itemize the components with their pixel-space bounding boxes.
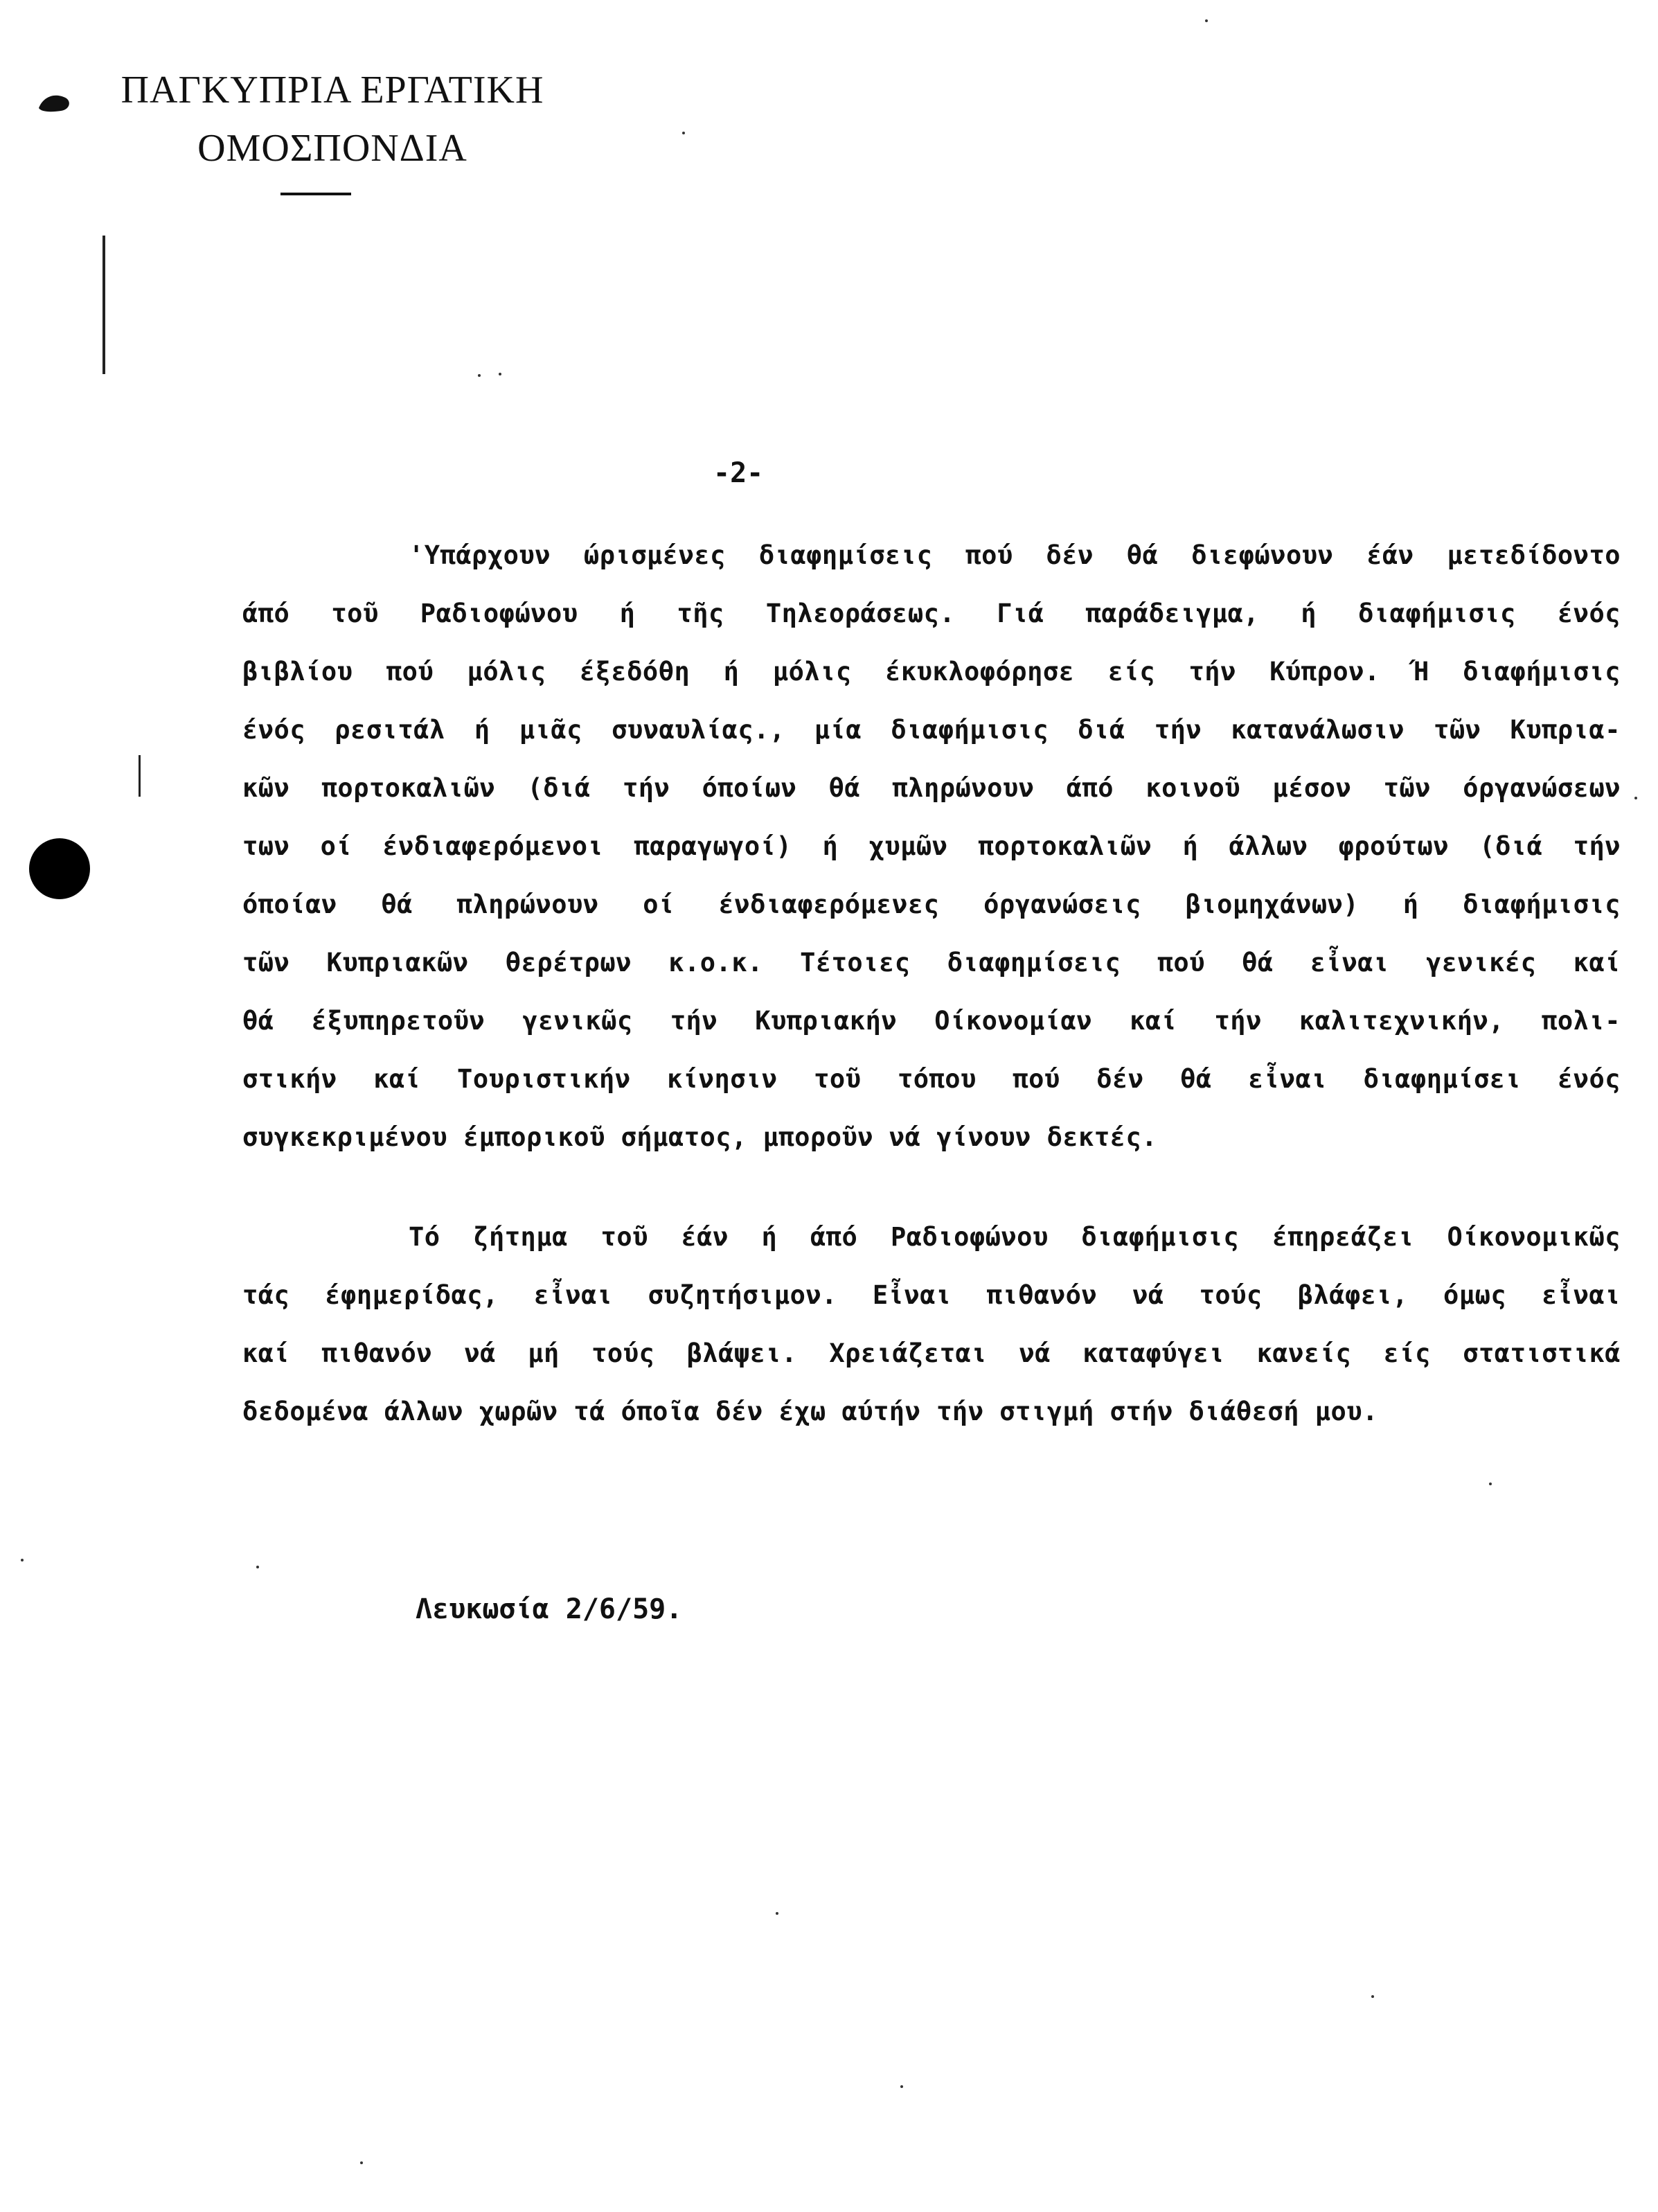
paragraph-2 [242, 1208, 1628, 1441]
text-line: καί πιθανόν νά μή τούς βλάψει. Χρειάζεται νά καταφύγει κανείς είς στατιστικά [242, 1338, 1621, 1368]
scan-speck [21, 1559, 24, 1561]
scan-speck [1371, 1995, 1374, 1998]
letterhead [83, 61, 582, 177]
paragraph-1 [242, 527, 1628, 1167]
text-line: συγκεκριμένου έμπορικοῦ σήματος, μποροῦν νά γίνουν δεκτές. [242, 1122, 1158, 1152]
text-line: δεδομένα άλλων χωρῶν τά όποῖα δέν έχω αύτήν τήν στιγμή στήν διάθεσή μου. [242, 1397, 1378, 1426]
text-line: τῶν Κυπριακῶν θερέτρων κ.ο.κ. Τέτοιες διαφημίσεις πού θά εἶναι γενικές καί [242, 948, 1621, 977]
date-line: Λευκωσία 2/6/59. [416, 1593, 683, 1625]
letterhead-line-1: ΠΑΓΚΥΠΡΙΑ ΕΡΓΑΤΙΚΗ [121, 69, 544, 112]
text-line: άπό τοῦ Ραδιοφώνου ή τῆς Τηλεοράσεως. Γιά παράδειγμα, ή διαφήμισις ένός [242, 599, 1621, 628]
scan-speck [776, 1912, 778, 1915]
scan-speck [1205, 19, 1208, 22]
text-line: θά έξυπηρετοῦν γενικῶς τήν Κυπριακήν Οίκονομίαν καί τήν καλιτεχνικήν, πολι- [242, 1006, 1621, 1036]
text-line: Τό ζήτημα τοῦ έάν ή άπό Ραδιοφώνου διαφήμισις έπηρεάζει Οίκονομικῶς [409, 1222, 1621, 1252]
ink-blot [36, 90, 75, 114]
text-line: ένός ρεσιτάλ ή μιᾶς συναυλίας., μία διαφήμισις διά τήν κατανάλωσιν τῶν Κυπρια- [242, 715, 1621, 745]
page-number: -2- [713, 457, 764, 489]
letterhead-line-2: ΟΜΟΣΠΟΝΔΙΑ [197, 127, 467, 170]
paragraph-gap [242, 1167, 1628, 1208]
letterhead-rule [280, 193, 351, 195]
punch-hole [29, 838, 90, 899]
text-line: των οί ένδιαφερόμενοι παραγωγοί) ή χυμῶν πορτοκαλιῶν ή άλλων φρούτων (διά τήν [242, 831, 1621, 861]
scan-speck [499, 373, 501, 375]
text-line: τάς έφημερίδας, εἶναι συζητήσιμον. Εἶναι πιθανόν νά τούς βλάφει, όμως εἶναι [242, 1280, 1621, 1310]
text-line: 'Υπάρχουν ώρισμένες διαφημίσεις πού δέν θά διεφώνουν έάν μετεδίδοντο [409, 540, 1621, 570]
scan-speck [900, 2085, 903, 2088]
scan-speck [478, 374, 481, 377]
margin-mark [139, 755, 141, 797]
margin-mark [102, 236, 105, 374]
letter-body [242, 527, 1628, 1441]
scan-speck [1489, 1483, 1492, 1485]
text-line: στικήν καί Τουριστικήν κίνησιν τοῦ τόπου πού δέν θά εἶναι διαφημίσει ένός [242, 1064, 1621, 1094]
text-line: όποίαν θά πληρώνουν οί ένδιαφερόμενες όργανώσεις βιομηχάνων) ή διαφήμισις [242, 890, 1621, 919]
scan-speck [682, 132, 685, 134]
scan-speck [256, 1566, 259, 1568]
text-line: βιβλίου πού μόλις έξεδόθη ή μόλις έκυκλοφόρησε είς τήν Κύπρον. Ή διαφήμισις [242, 657, 1621, 687]
scan-speck [360, 2161, 363, 2164]
text-line: κῶν πορτοκαλιῶν (διά τήν όποίων θά πληρώνουν άπό κοινοῦ μέσον τῶν όργανώσεων [242, 773, 1621, 803]
scan-speck [1634, 797, 1637, 799]
